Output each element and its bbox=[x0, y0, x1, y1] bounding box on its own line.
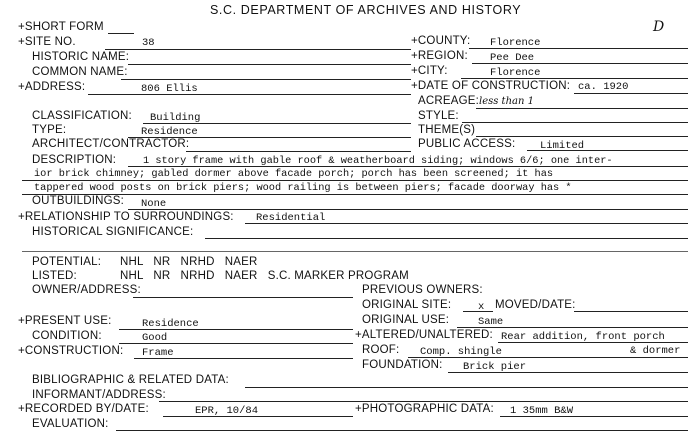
common-name-line[interactable] bbox=[121, 79, 411, 80]
original-use-value[interactable]: Same bbox=[478, 316, 504, 328]
historical-significance-label: HISTORICAL SIGNIFICANCE: bbox=[32, 226, 194, 238]
altered-line bbox=[498, 342, 688, 343]
original-site-label: ORIGINAL SITE: bbox=[362, 299, 452, 311]
informant-label: INFORMANT/ADDRESS: bbox=[32, 389, 166, 401]
type-label: TYPE: bbox=[32, 124, 67, 136]
type-value[interactable]: Residence bbox=[141, 126, 198, 138]
public-access-label: PUBLIC ACCESS: bbox=[418, 138, 516, 150]
informant-line[interactable] bbox=[159, 401, 688, 402]
architect-line[interactable] bbox=[186, 151, 411, 152]
previous-owners-label: PREVIOUS OWNERS: bbox=[362, 284, 483, 296]
form-title: S.C. DEPARTMENT OF ARCHIVES AND HISTORY bbox=[210, 3, 522, 17]
evaluation-label: EVALUATION: bbox=[32, 418, 109, 430]
relationship-value[interactable]: Residential bbox=[256, 212, 326, 224]
description-rule-2 bbox=[22, 180, 688, 181]
relationship-label: +RELATIONSHIP TO SURROUNDINGS: bbox=[18, 211, 234, 223]
city-value[interactable]: Florence bbox=[490, 67, 541, 79]
county-label: +COUNTY: bbox=[411, 35, 471, 47]
foundation-value[interactable]: Brick pier bbox=[463, 361, 527, 373]
recorded-by-value[interactable]: EPR, 10/84 bbox=[195, 405, 259, 417]
style-line[interactable] bbox=[462, 122, 688, 123]
description-line-1[interactable]: 1 story frame with gable roof & weatherboard siding; windows 6/6; one inter- bbox=[143, 155, 613, 167]
date-of-construction-label: +DATE OF CONSTRUCTION: bbox=[411, 80, 571, 92]
acreage-value[interactable]: less than 1 bbox=[479, 96, 534, 107]
photographic-data-label: +PHOTOGRAPHIC DATA: bbox=[355, 403, 494, 415]
original-use-line bbox=[457, 327, 688, 328]
foundation-line bbox=[448, 372, 688, 373]
outbuildings-line bbox=[128, 209, 688, 210]
section-divider bbox=[22, 251, 688, 252]
public-access-line bbox=[527, 150, 688, 151]
classification-value[interactable]: Building bbox=[150, 112, 201, 124]
condition-value[interactable]: Good bbox=[142, 332, 168, 344]
date-of-construction-line bbox=[574, 93, 688, 94]
historic-name-label: HISTORIC NAME: bbox=[32, 51, 130, 63]
style-label: STYLE: bbox=[418, 110, 459, 122]
historical-significance-line[interactable] bbox=[205, 238, 688, 239]
classification-label: CLASSIFICATION: bbox=[32, 110, 132, 122]
description-line-3[interactable]: tappered wood posts on brick piers; wood railing is between piers; facade doorway has * bbox=[34, 182, 572, 194]
description-line-2[interactable]: ior brick chimney; gabled dormer above facade porch; porch has been screened; it has bbox=[34, 168, 554, 180]
classification-line bbox=[143, 123, 411, 124]
description-label: DESCRIPTION: bbox=[32, 154, 117, 166]
corner-handwritten-mark: D bbox=[653, 19, 665, 35]
recorded-by-label: +RECORDED BY/DATE: bbox=[18, 403, 149, 415]
foundation-label: FOUNDATION: bbox=[362, 359, 443, 371]
city-line bbox=[461, 78, 688, 79]
condition-label: CONDITION: bbox=[32, 330, 102, 342]
owner-address-label: OWNER/ADDRESS: bbox=[32, 284, 141, 296]
condition-line bbox=[119, 343, 353, 344]
photographic-data-line bbox=[500, 416, 688, 417]
owner-address-line[interactable] bbox=[133, 297, 353, 298]
potential-label: POTENTIAL: bbox=[32, 256, 102, 268]
outbuildings-label: OUTBUILDINGS: bbox=[32, 195, 125, 207]
site-no-label: +SITE NO. bbox=[18, 36, 76, 48]
present-use-line bbox=[119, 329, 353, 330]
present-use-value[interactable]: Residence bbox=[142, 318, 199, 330]
roof-label: ROOF: bbox=[362, 344, 400, 356]
description-rule-1 bbox=[128, 166, 688, 167]
altered-label: +ALTERED/UNALTERED: bbox=[355, 329, 493, 341]
address-value[interactable]: 806 Ellis bbox=[141, 83, 198, 95]
recorded-by-line bbox=[163, 416, 353, 417]
outbuildings-value[interactable]: None bbox=[141, 198, 167, 210]
construction-value[interactable]: Frame bbox=[142, 347, 174, 359]
roof-line bbox=[408, 357, 688, 358]
address-line bbox=[88, 94, 411, 95]
altered-value[interactable]: Rear addition, front porch bbox=[501, 331, 665, 343]
county-value[interactable]: Florence bbox=[490, 37, 541, 49]
address-label: +ADDRESS: bbox=[18, 81, 86, 93]
roof-value-continued[interactable]: & dormer bbox=[630, 345, 681, 357]
bibliographic-label: BIBLIOGRAPHIC & RELATED DATA: bbox=[32, 374, 229, 386]
evaluation-line[interactable] bbox=[116, 430, 688, 431]
moved-date-label: MOVED/DATE: bbox=[495, 299, 576, 311]
short-form-line[interactable] bbox=[108, 33, 134, 34]
moved-date-line[interactable] bbox=[574, 311, 688, 312]
acreage-label: ACREAGE: bbox=[418, 95, 480, 107]
region-line bbox=[472, 63, 688, 64]
public-access-value[interactable]: Limited bbox=[540, 140, 585, 152]
potential-options[interactable]: NHL NR NRHD NAER bbox=[120, 256, 258, 268]
site-no-line bbox=[105, 49, 411, 50]
short-form-label: +SHORT FORM bbox=[18, 21, 104, 33]
themes-line[interactable] bbox=[476, 136, 688, 137]
acreage-line bbox=[476, 108, 688, 109]
county-line bbox=[469, 48, 688, 49]
original-site-line bbox=[463, 311, 493, 312]
listed-label: LISTED: bbox=[32, 270, 77, 282]
common-name-label: COMMON NAME: bbox=[32, 66, 128, 78]
construction-label: +CONSTRUCTION: bbox=[18, 345, 124, 357]
city-label: +CITY: bbox=[411, 65, 448, 77]
date-of-construction-value[interactable]: ca. 1920 bbox=[578, 81, 629, 93]
themes-label: THEME(S) bbox=[418, 124, 476, 136]
roof-value[interactable]: Comp. shingle bbox=[420, 346, 502, 358]
site-no-value[interactable]: 38 bbox=[142, 37, 155, 49]
region-value[interactable]: Pee Dee bbox=[490, 52, 535, 64]
present-use-label: +PRESENT USE: bbox=[18, 315, 112, 327]
historic-name-line[interactable] bbox=[128, 64, 411, 65]
construction-line bbox=[134, 358, 353, 359]
region-label: +REGION: bbox=[411, 50, 468, 62]
relationship-line bbox=[245, 223, 688, 224]
architect-label: ARCHITECT/CONTRACTOR: bbox=[32, 138, 190, 150]
bibliographic-line[interactable] bbox=[245, 387, 688, 388]
photographic-data-value[interactable]: 1 35mm B&W bbox=[510, 405, 574, 417]
listed-options[interactable]: NHL NR NRHD NAER S.C. MARKER PROGRAM bbox=[120, 270, 409, 282]
original-use-label: ORIGINAL USE: bbox=[362, 314, 450, 326]
original-site-value[interactable]: x bbox=[478, 301, 485, 313]
